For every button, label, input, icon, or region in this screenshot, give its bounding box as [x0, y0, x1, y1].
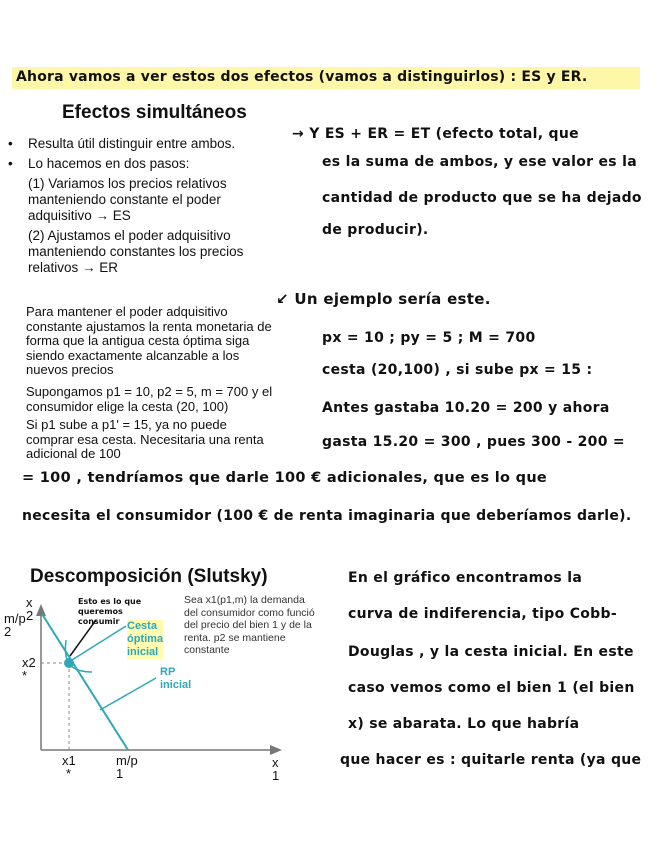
slide-title-slutsky: Descomposición (Slutsky) — [30, 566, 268, 587]
graph-note-3: Douglas , y la cesta inicial. En este — [348, 644, 634, 660]
x1-star-text: x1 — [62, 753, 76, 768]
slide-paragraph-3: Si p1 sube a p1' = 15, ya no puede comprar esa cesta. Necesitaria una renta adicional de 100 — [26, 417, 264, 461]
cesta-label: Cesta óptima inicial — [127, 620, 164, 658]
x1-star-sub: * — [66, 766, 72, 781]
x2-star-label — [22, 656, 36, 682]
y-axis-label — [26, 596, 33, 622]
graph-note-2: curva de indiferencia, tipo Cobb- — [348, 606, 617, 622]
example-line-2: cesta (20,100) , si sube px = 15 : — [322, 362, 593, 378]
y-axis-x: x — [26, 595, 33, 610]
slide-title-efectos: Efectos simultáneos — [62, 102, 247, 123]
m-p2-sub: 2 — [4, 624, 12, 639]
slide-description: Sea x1(p1,m) la demanda del consumidor como funció del precio del bien 1 y de la renta. p2 se mantiene constante — [184, 594, 315, 656]
slide-bullets — [8, 136, 298, 280]
optimal-point — [64, 658, 74, 668]
graph-handnote: Esto es lo que queremos consumir — [78, 597, 142, 626]
wide-line-2: necesita el consumidor (100 € de renta imaginaria que deberíamos darle). — [22, 508, 632, 524]
slide-paragraph-1: Para mantener el poder adquisitivo constante ajustamos la renta monetaria de forma que la antigua cesta óptima siga siendo exactamente alcanzable a los nuevos precios — [26, 304, 272, 377]
note-line-2: es la suma de ambos, y ese valor es la — [322, 154, 637, 170]
x-axis-arrow — [270, 745, 282, 755]
m-p1-text: m/p — [116, 753, 138, 768]
x-axis-x: x — [272, 755, 279, 770]
note-line-3: cantidad de producto que se ha dejado — [322, 190, 642, 206]
example-line-4: gasta 15.20 = 300 , pues 300 - 200 = — [322, 434, 625, 450]
example-line-1: px = 10 ; py = 5 ; M = 700 — [322, 330, 536, 346]
x1-star-label — [62, 754, 76, 780]
note-line-4: de producir). — [322, 222, 429, 238]
bullet-1: • Resulta útil distinguir entre ambos. — [8, 136, 298, 152]
graph-note-5: x) se abarata. Lo que habría — [348, 716, 580, 732]
y-axis-arrow — [36, 604, 46, 616]
x2-star-sub: * — [22, 668, 28, 683]
slide-paragraph-2: Supongamos p1 = 10, p2 = 5, m = 700 y el consumidor elige la cesta (20, 100) — [26, 384, 273, 414]
x-axis-label — [272, 756, 279, 782]
graph-note-6: que hacer es : quitarle renta (ya que — [340, 752, 642, 768]
example-heading: ↙ Un ejemplo sería este. — [276, 290, 491, 308]
header-note: Ahora vamos a ver estos dos efectos (vamos a distinguirlos) : ES y ER. — [16, 69, 588, 85]
example-line-3: Antes gastaba 10.20 = 200 y ahora — [322, 400, 610, 416]
wide-line-1: = 100 , tendríamos que darle 100 € adicionales, que es lo que — [22, 470, 548, 486]
step-2: (2) Ajustamos el poder adquisitivo manteniendo constantes los precios relativos → ER — [28, 228, 244, 275]
y-axis-sub: 2 — [26, 608, 34, 623]
m-p2-label — [4, 612, 26, 638]
note-line-1: → Y ES + ER = ET (efecto total, que — [292, 126, 579, 142]
m-p2-text: m/p — [4, 611, 26, 626]
step-1: (1) Variamos los precios relativos manteniendo constante el poder adquisitivo → ES — [28, 176, 227, 223]
rp-pointer — [100, 678, 156, 710]
x-axis-sub: 1 — [272, 768, 280, 783]
m-p1-sub: 1 — [116, 766, 124, 781]
bullet-2: • Lo hacemos en dos pasos: — [8, 156, 298, 172]
m-p1-label — [116, 754, 138, 780]
rp-label: RP inicial — [160, 666, 192, 691]
graph-note-4: caso vemos como el bien 1 (el bien — [348, 680, 635, 696]
x2-star-text: x2 — [22, 655, 36, 670]
graph-note-1: En el gráfico encontramos la — [348, 570, 583, 586]
